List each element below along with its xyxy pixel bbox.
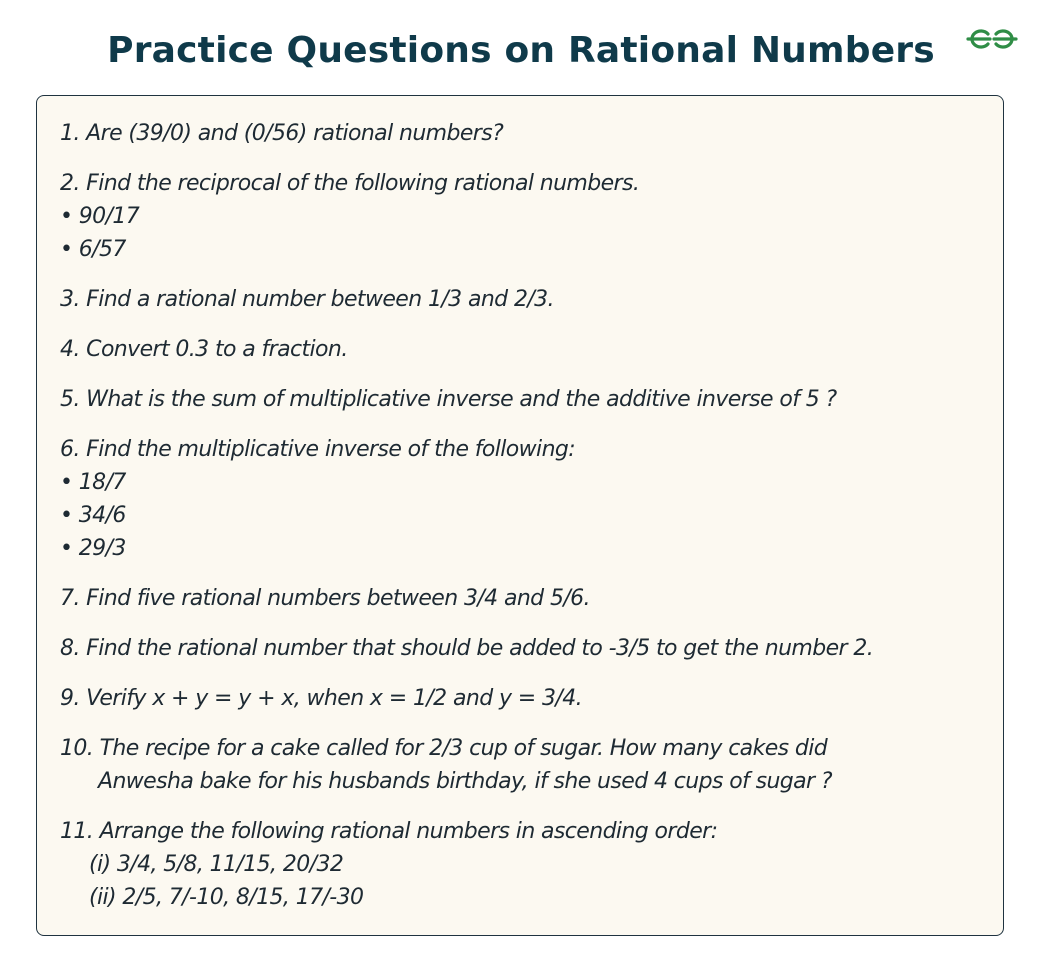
question-text: 11. Arrange the following rational numbers in ascending order: [60, 819, 718, 844]
question-4 [60, 333, 990, 366]
bullet-item: • 90/17 [60, 204, 140, 229]
question-text: 9. Verify x + y = y + x, when x = 1/2 and y = 3/4. [60, 686, 582, 711]
bullet-item: • 34/6 [60, 503, 126, 528]
question-text: 5. What is the sum of multiplicative inverse and the additive inverse of 5 ? [60, 387, 837, 412]
question-3 [60, 283, 990, 316]
sub-item: (i) 3/4, 5/8, 11/15, 20/32 [89, 852, 344, 877]
question-text: 3. Find a rational number between 1/3 and 2/3. [60, 287, 554, 312]
geeksforgeeks-logo-icon [966, 26, 1018, 52]
sub-item: (ii) 2/5, 7/-10, 8/15, 17/-30 [89, 885, 364, 910]
question-6 [60, 433, 990, 565]
question-10 [60, 732, 990, 798]
question-text: 6. Find the multiplicative inverse of the following: [60, 437, 576, 462]
question-5 [60, 383, 990, 416]
question-continuation: Anwesha bake for his husbands birthday, if she used 4 cups of sugar ? [98, 769, 832, 794]
question-text: 7. Find five rational numbers between 3/4 and 5/6. [60, 586, 590, 611]
question-text: 1. Are (39/0) and (0/56) rational numbers? [60, 121, 504, 146]
question-text: 4. Convert 0.3 to a fraction. [60, 337, 348, 362]
bullet-item: • 29/3 [60, 536, 126, 561]
page-title: Practice Questions on Rational Numbers [107, 30, 935, 71]
bullet-item: • 18/7 [60, 470, 126, 495]
question-9 [60, 682, 990, 715]
question-2 [60, 167, 990, 266]
question-1 [60, 117, 990, 150]
question-8 [60, 632, 990, 665]
question-11 [60, 815, 990, 914]
questions-list [60, 117, 990, 931]
question-text: 10. The recipe for a cake called for 2/3 cup of sugar. How many cakes did [60, 736, 828, 761]
question-text: 2. Find the reciprocal of the following rational numbers. [60, 171, 640, 196]
bullet-item: • 6/57 [60, 237, 126, 262]
question-7 [60, 582, 990, 615]
question-text: 8. Find the rational number that should be added to -3/5 to get the number 2. [60, 636, 874, 661]
